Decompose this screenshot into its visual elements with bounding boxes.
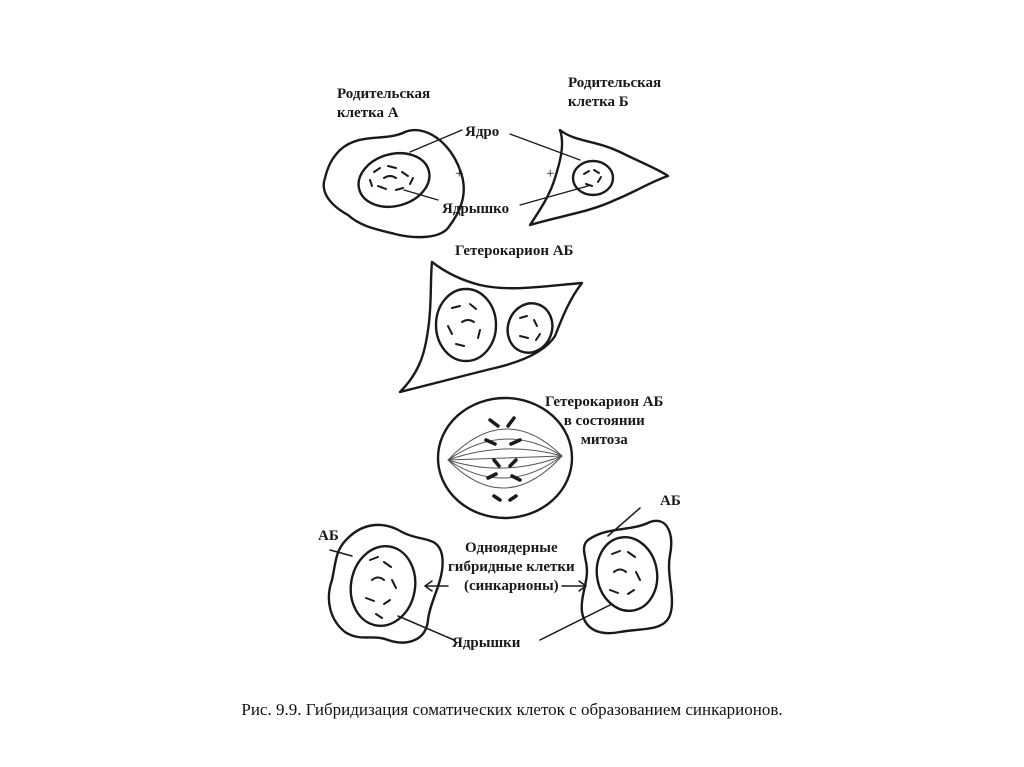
label-ab-right: АБ bbox=[660, 493, 681, 509]
label-heterokaryon-mitosis: Гетерокарион АБ в состоянии митоза bbox=[545, 394, 664, 448]
parent-cell-a bbox=[324, 130, 464, 237]
parent-b-nucleus bbox=[573, 161, 613, 195]
heterokaryon-cell bbox=[400, 262, 582, 392]
synkaryon-right-nucleus bbox=[591, 532, 663, 615]
label-nucleoli: Ядрышки bbox=[452, 635, 521, 651]
parent-a-chromatin bbox=[370, 166, 413, 190]
synkaryon-left-nucleus bbox=[345, 541, 422, 631]
heterokaryon-nucleus-1 bbox=[436, 289, 496, 361]
label-parent-cell-b: Родительская клетка Б bbox=[568, 75, 662, 110]
label-nucleolus: Ядрышко bbox=[442, 201, 510, 217]
plus-sign-2: + bbox=[546, 166, 555, 182]
label-parent-cell-a: Родительская клетка А bbox=[337, 86, 431, 121]
plus-sign-1: + bbox=[455, 166, 464, 182]
label-ab-left: АБ bbox=[318, 528, 339, 544]
label-mononuclear-hybrids: Одноядерные гибридные клетки (синкарионы) bbox=[448, 540, 575, 594]
label-heterokaryon: Гетерокарион АБ bbox=[455, 243, 574, 259]
figure-caption: Рис. 9.9. Гибридизация соматических клеток с образованием синкарионов. bbox=[241, 700, 783, 719]
label-nucleus: Ядро bbox=[465, 124, 500, 140]
heterokaryon-nucleus-2 bbox=[501, 297, 559, 359]
parent-a-nucleus bbox=[352, 146, 435, 215]
